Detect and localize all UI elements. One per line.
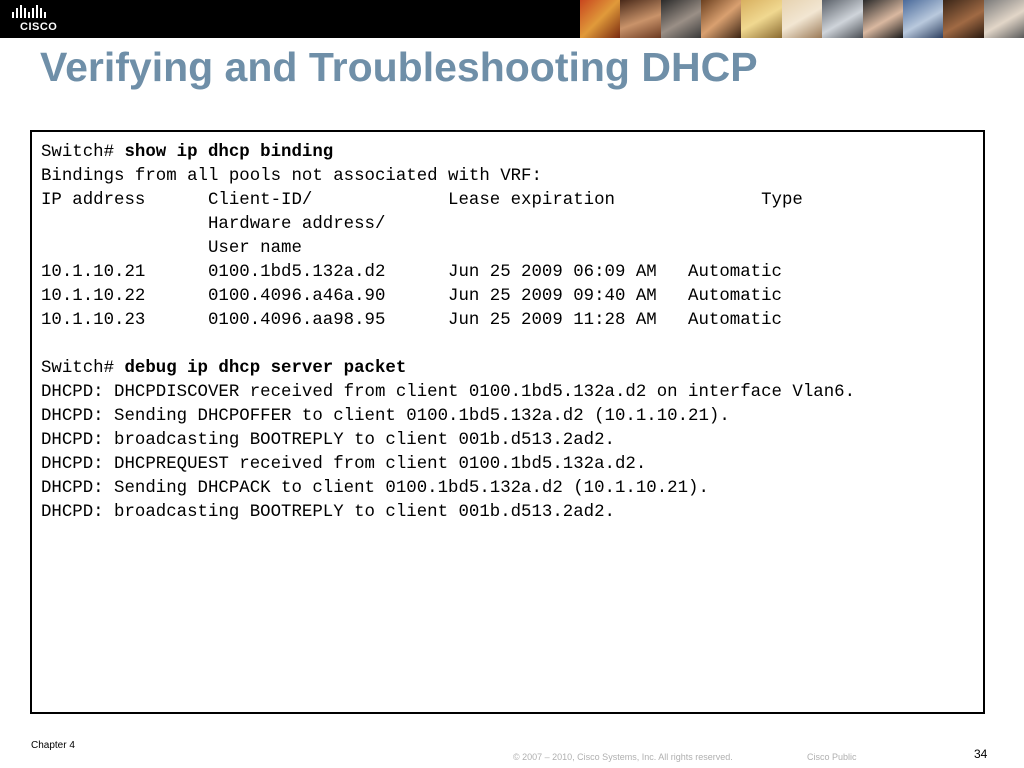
photo-tile (782, 0, 822, 38)
console-output-line (41, 429, 983, 453)
console-output-line (41, 165, 983, 189)
photo-tile (943, 0, 983, 38)
console-text: DHCPD: Sending DHCPOFFER to client 0100.1bd5.132a.d2 (10.1.10.21). (41, 407, 730, 426)
console-command: show ip dhcp binding (124, 143, 334, 162)
console-text: 10.1.10.22 0100.4096.a46a.90 Jun 25 2009 09:40 AM Automatic (41, 287, 782, 306)
console-output-line (41, 237, 983, 261)
photo-collage (580, 0, 1024, 38)
console-output-line (41, 381, 983, 405)
console-text: DHCPD: Sending DHCPACK to client 0100.1bd5.132a.d2 (10.1.10.21). (41, 479, 709, 498)
console-command-line (41, 141, 983, 165)
console-text: DHCPD: broadcasting BOOTREPLY to client 001b.d513.2ad2. (41, 431, 615, 450)
console-text: DHCPD: DHCPDISCOVER received from client 0100.1bd5.132a.d2 on interface Vlan6. (41, 383, 856, 402)
photo-tile (863, 0, 903, 38)
console-text: Hardware address/ (41, 215, 386, 234)
console-text: IP address Client-ID/ Lease expiration Type (41, 191, 803, 210)
console-output-line (41, 309, 983, 333)
console-output-line (41, 453, 983, 477)
console-output-box (30, 130, 985, 714)
footer-chapter: Chapter 4 (31, 740, 75, 751)
console-text: DHCPD: DHCPREQUEST received from client 0100.1bd5.132a.d2. (41, 455, 647, 474)
console-output-line (41, 477, 983, 501)
console-output-line (41, 189, 983, 213)
console-text: 10.1.10.23 0100.4096.aa98.95 Jun 25 2009 11:28 AM Automatic (41, 311, 782, 330)
console-prompt: Switch# (41, 359, 125, 378)
page-number: 34 (974, 747, 988, 761)
console-output-line (41, 501, 983, 525)
console-prompt: Switch# (41, 143, 125, 162)
console-text: DHCPD: broadcasting BOOTREPLY to client 001b.d513.2ad2. (41, 503, 615, 522)
slide-title: Verifying and Troubleshooting DHCP (40, 44, 758, 90)
footer-classification: Cisco Public (807, 752, 857, 762)
console-output-line (41, 261, 983, 285)
cisco-bridge-icon (8, 4, 60, 20)
console-output-line (41, 213, 983, 237)
console-command-line (41, 357, 983, 381)
console-text: 10.1.10.21 0100.1bd5.132a.d2 Jun 25 2009 06:09 AM Automatic (41, 263, 782, 282)
console-output-line (41, 405, 983, 429)
footer-copyright: © 2007 – 2010, Cisco Systems, Inc. All rights reserved. (513, 752, 733, 762)
console-output-line (41, 333, 983, 357)
photo-tile (580, 0, 620, 38)
console-output-line (41, 285, 983, 309)
photo-tile (903, 0, 943, 38)
photo-tile (741, 0, 781, 38)
console-text: Bindings from all pools not associated with VRF: (41, 167, 542, 186)
console-text: User name (41, 239, 302, 258)
photo-tile (984, 0, 1024, 38)
photo-tile (701, 0, 741, 38)
photo-tile (822, 0, 862, 38)
photo-tile (661, 0, 701, 38)
cisco-logo-text: CISCO (20, 21, 58, 33)
console-command: debug ip dhcp server packet (124, 359, 407, 378)
top-banner (0, 0, 1024, 38)
photo-tile (620, 0, 660, 38)
cisco-logo (8, 4, 60, 34)
